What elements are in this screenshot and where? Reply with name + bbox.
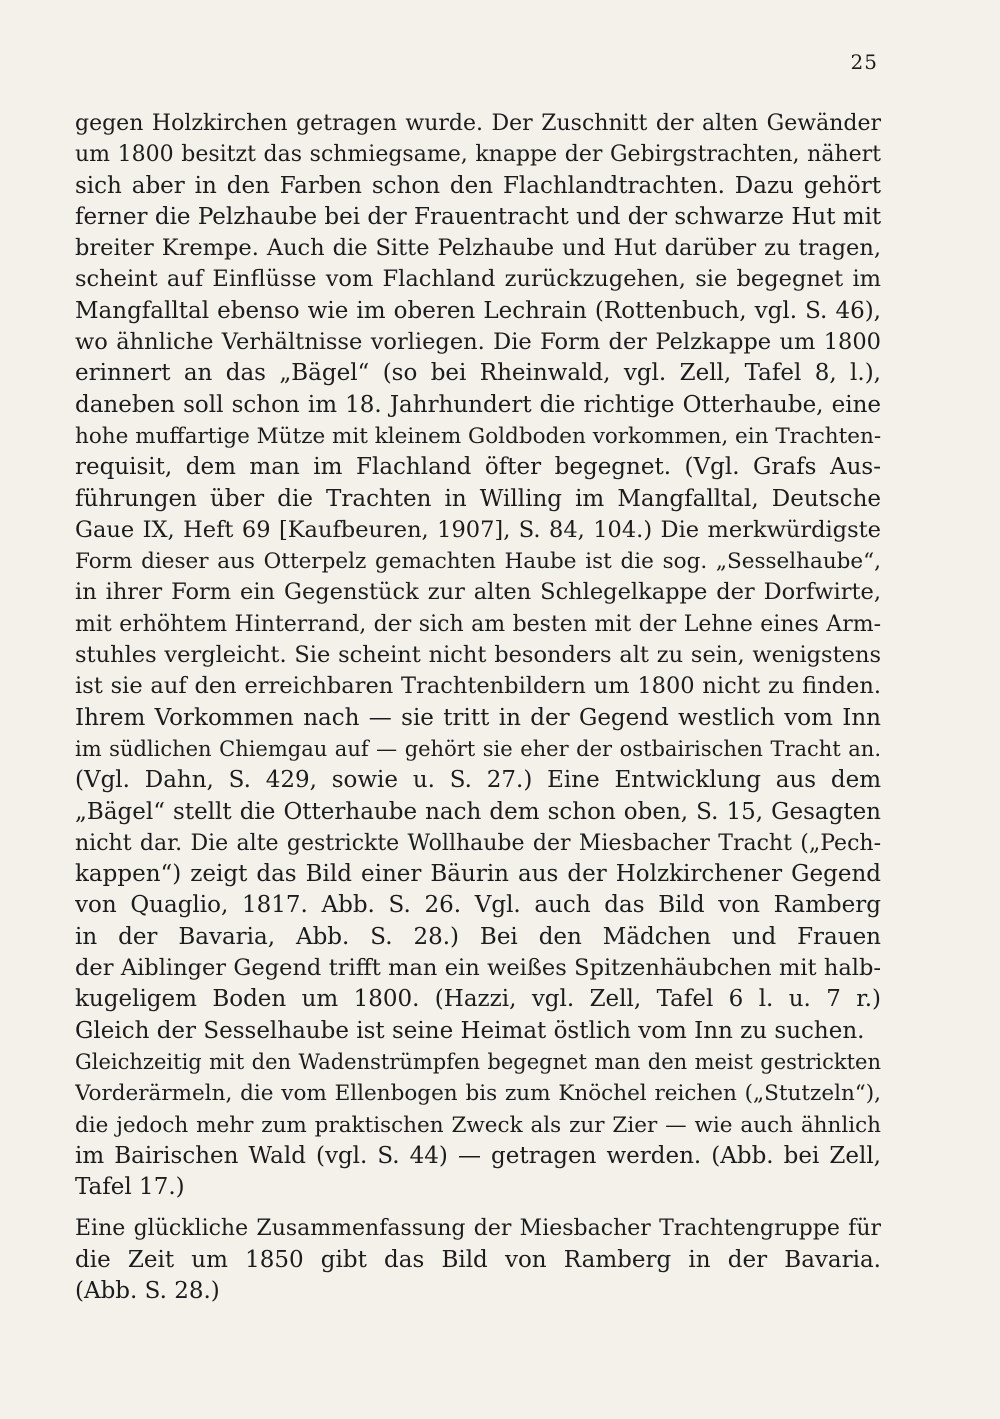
paragraph [75,108,881,1203]
text-line: scheint auf Einflüsse vom Flachland zurückzugehen, sie begegnet im [75,266,881,293]
text-line: die jedoch mehr zum praktischen Zweck als zur Zier — wie auch ähnlich [75,1112,881,1138]
text-line: in ihrer Form ein Gegenstück zur alten Schlegelkappe der Dorfwirte, [75,579,881,606]
text-line: hohe muffartige Mütze mit kleinem Goldboden vorkommen, ein Trachten- [75,423,881,449]
text-line: Form dieser aus Otterpelz gemachten Haube ist die sog. „Sesselhaube“, [75,549,881,575]
page-number: 25 [850,50,878,74]
paragraph [75,1213,881,1307]
text-line: erinnert an das „Bägel“ (so bei Rheinwald, vgl. Zell, Tafel 8, l.), [75,360,881,387]
text-line: „Bägel“ stellt die Otterhaube nach dem schon oben, S. 15, Gesagten [75,798,881,825]
text-line: requisit, dem man im Flachland öfter begegnet. (Vgl. Grafs Aus- [75,454,881,481]
text-line: ist sie auf den erreichbaren Trachtenbildern um 1800 nicht zu finden. [75,673,881,700]
text-line: die Zeit um 1850 gibt das Bild von Ramberg in der Bavaria. [75,1246,881,1273]
text-line: sich aber in den Farben schon den Flachlandtrachten. Dazu gehört [75,172,881,199]
text-line: Gleichzeitig mit den Wadenstrümpfen begegnet man den meist gestrickten [75,1049,881,1074]
text-line: Mangfalltal ebenso wie im oberen Lechrain (Rottenbuch, vgl. S. 46), [75,297,881,324]
text-line: Ihrem Vorkommen nach — sie tritt in der Gegend westlich vom Inn [75,704,881,731]
text-line: Vorderärmeln, die vom Ellenbogen bis zum Knöchel reichen („Stutzeln“), [75,1081,881,1107]
text-line: Gleich der Sesselhaube ist seine Heimat östlich vom Inn zu suchen. [75,1017,865,1044]
text-line: kappen“) zeigt das Bild einer Bäurin aus der Holzkirchener Gegend [75,861,881,888]
paragraph-gap [75,1203,881,1213]
text-line: stuhles vergleicht. Sie scheint nicht besonders alt zu sein, wenigstens [75,642,881,669]
text-line: breiter Krempe. Auch die Sitte Pelzhaube und Hut darüber zu tragen, [75,235,881,262]
body-text [75,108,881,1307]
text-line: in der Bavaria, Abb. S. 28.) Bei den Mädchen und Frauen [75,923,881,950]
text-line: mit erhöhtem Hinterrand, der sich am besten mit der Lehne eines Arm- [75,611,881,637]
text-line: wo ähnliche Verhältnisse vorliegen. Die Form der Pelzkappe um 1800 [75,329,881,356]
text-line: (Abb. S. 28.) [75,1277,220,1304]
text-line: kugeligem Boden um 1800. (Hazzi, vgl. Zell, Tafel 6 l. u. 7 r.) [75,986,881,1013]
text-line: nicht dar. Die alte gestrickte Wollhaube der Miesbacher Tracht („Pech- [75,830,881,856]
text-line: im Bairischen Wald (vgl. S. 44) — getragen werden. (Abb. bei Zell, [75,1142,881,1169]
text-line: um 1800 besitzt das schmiegsame, knappe der Gebirgstrachten, nähert [75,142,881,168]
text-line: von Quaglio, 1817. Abb. S. 26. Vgl. auch das Bild von Ramberg [75,892,881,919]
text-line: der Aiblinger Gegend trifft man ein weißes Spitzenhäubchen mit halb- [75,955,881,982]
text-line: Tafel 17.) [75,1174,185,1201]
text-line: ferner die Pelzhaube bei der Frauentracht und der schwarze Hut mit [75,203,881,230]
text-line: Gaue IX, Heft 69 [Kaufbeuren, 1907], S. 84, 104.) Die merkwürdigste [75,516,881,543]
text-line: (Vgl. Dahn, S. 429, sowie u. S. 27.) Eine Entwicklung aus dem [75,767,881,794]
text-line: im südlichen Chiemgau auf — gehört sie eher der ostbairischen Tracht an. [75,736,881,761]
text-line: führungen über die Trachten in Willing im Mangfalltal, Deutsche [75,485,881,512]
text-line: daneben soll schon im 18. Jahrhundert die richtige Otterhaube, eine [75,391,881,418]
text-line: Eine glückliche Zusammenfassung der Miesbacher Trachtengruppe für [75,1216,881,1242]
text-line: gegen Holzkirchen getragen wurde. Der Zuschnitt der alten Gewänder [75,111,881,136]
